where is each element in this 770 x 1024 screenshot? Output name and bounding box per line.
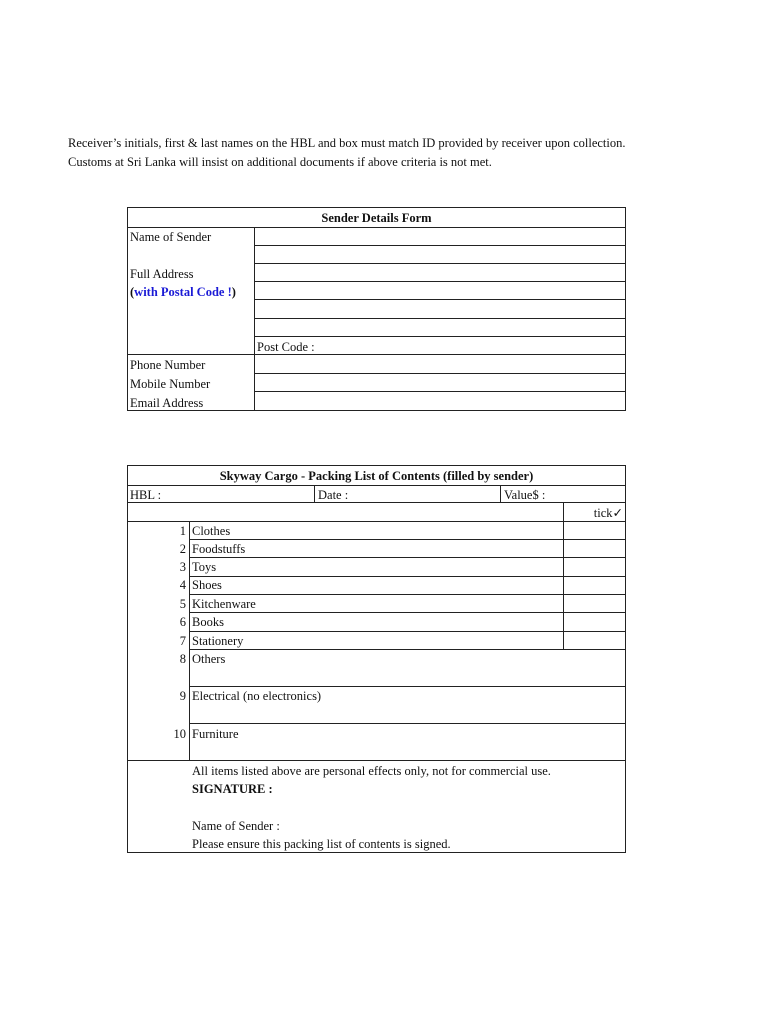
post-code-label[interactable]: Post Code : — [257, 340, 315, 354]
name-of-sender-sign-label[interactable]: Name of Sender : — [192, 819, 280, 833]
item-name: Toys — [192, 560, 217, 574]
furniture-field[interactable] — [190, 724, 626, 760]
signature-label[interactable]: SIGNATURE : — [192, 782, 273, 796]
value-label[interactable]: Value$ : — [504, 488, 546, 502]
item-name: Books — [192, 615, 224, 629]
item-number: 7 — [179, 634, 186, 648]
item-name: Clothes — [192, 524, 231, 538]
tick-box-stationery[interactable] — [564, 632, 626, 649]
address-field-4[interactable] — [255, 319, 626, 336]
packing-list-title: Skyway Cargo - Packing List of Contents (filled by sender) — [219, 469, 534, 483]
item-number: 2 — [179, 542, 186, 556]
tick-box-clothes[interactable] — [564, 522, 626, 539]
tick-box-shoes[interactable] — [564, 577, 626, 594]
email-address-label: Email Address — [130, 396, 204, 410]
mobile-number-field[interactable] — [255, 374, 626, 391]
tick-box-foodstuffs[interactable] — [564, 540, 626, 557]
postal-code-note: (with Postal Code !) — [130, 285, 236, 299]
phone-number-field[interactable] — [255, 355, 626, 373]
item-name: Others — [192, 652, 226, 666]
phone-number-label: Phone Number — [130, 358, 206, 372]
item-name: Shoes — [192, 578, 222, 592]
sign-reminder: Please ensure this packing list of contents is signed. — [192, 837, 451, 851]
item-number: 10 — [173, 727, 186, 741]
date-label[interactable]: Date : — [318, 488, 349, 502]
collection-notice — [68, 134, 626, 172]
name-of-sender-label: Name of Sender — [130, 230, 212, 244]
notice-line-2: Customs at Sri Lanka will insist on additional documents if above criteria is not met. — [68, 155, 492, 169]
item-number: 4 — [179, 578, 186, 592]
tick-box-kitchenware[interactable] — [564, 595, 626, 612]
item-number: 9 — [179, 689, 186, 703]
name-of-sender-field-2[interactable] — [255, 246, 626, 263]
item-name: Stationery — [192, 634, 244, 648]
item-name: Furniture — [192, 727, 239, 741]
item-number: 1 — [179, 524, 186, 538]
tick-column-header: tick✓ — [593, 506, 623, 520]
tick-box-books[interactable] — [564, 613, 626, 630]
address-field-3[interactable] — [255, 300, 626, 317]
notice-line-1: Receiver’s initials, first & last names on the HBL and box must match ID provided by receiver upon collection. — [68, 136, 626, 150]
electrical-field[interactable] — [190, 687, 626, 723]
others-field[interactable] — [190, 650, 626, 686]
declaration-text: All items listed above are personal effects only, not for commercial use. — [192, 764, 551, 778]
mobile-number-label: Mobile Number — [130, 377, 211, 391]
full-address-label: Full Address — [130, 267, 194, 281]
address-field-2[interactable] — [255, 282, 626, 299]
address-field-1[interactable] — [255, 264, 626, 281]
item-name: Electrical (no electronics) — [192, 689, 322, 703]
item-number: 6 — [179, 615, 186, 629]
item-number: 5 — [179, 597, 186, 611]
item-name: Foodstuffs — [192, 542, 246, 556]
hbl-label[interactable]: HBL : — [130, 488, 162, 502]
name-of-sender-field-1[interactable] — [255, 228, 626, 245]
item-number: 8 — [179, 652, 186, 666]
item-number: 3 — [179, 560, 186, 574]
sender-form-title: Sender Details Form — [321, 211, 432, 225]
email-address-field[interactable] — [255, 392, 626, 410]
item-name: Kitchenware — [192, 597, 256, 611]
tick-box-toys[interactable] — [564, 558, 626, 575]
